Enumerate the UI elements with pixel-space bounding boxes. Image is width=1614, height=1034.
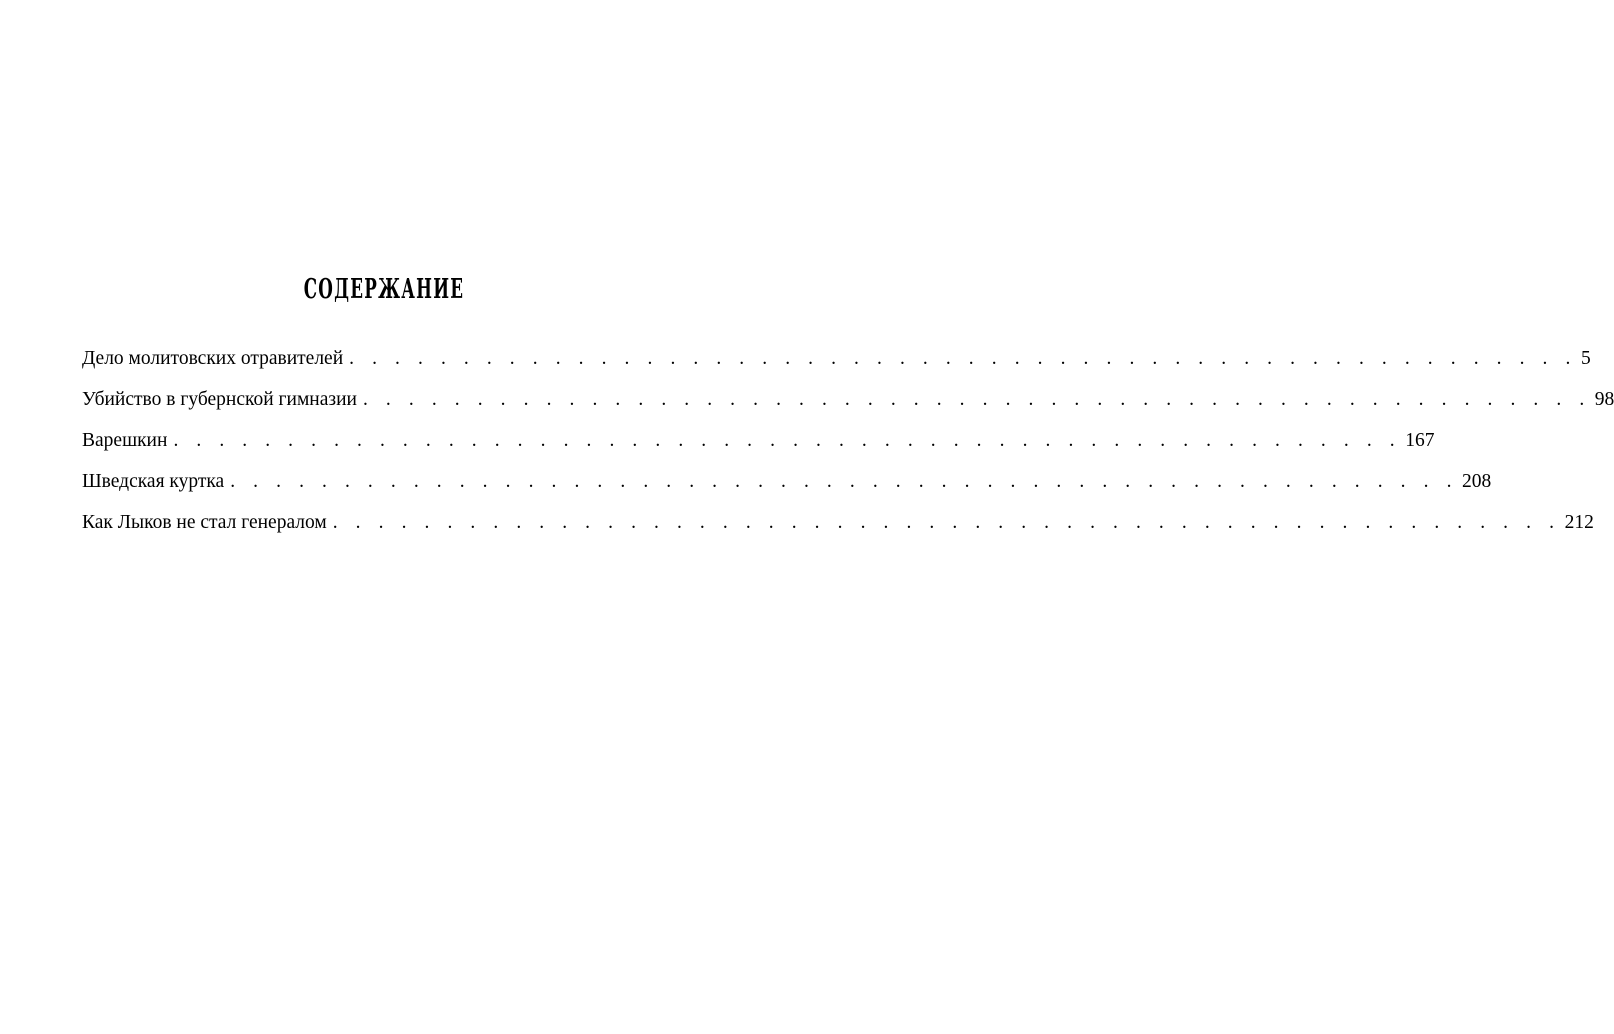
toc-entry[interactable] <box>82 505 1594 546</box>
dot-leader: . . . . . . . . . . . . . . . . . . . . . . . . . . . . . . . . . . . . . . . . . . . . . . . . . . . . . . <box>349 348 1577 369</box>
dot-leader: . . . . . . . . . . . . . . . . . . . . . . . . . . . . . . . . . . . . . . . . . . . . . . . . . . . . . . <box>362 389 1591 410</box>
toc-entry-title: Дело молитовских отравителей <box>82 348 344 369</box>
toc-page-number: 212 <box>1564 512 1594 533</box>
toc-entry-title: Шведская куртка <box>82 471 225 492</box>
toc-page-number: 98 <box>1594 389 1614 410</box>
toc-entry-title: Варешкин <box>82 430 168 451</box>
toc-entry-title: Убийство в губернской гимназии <box>82 389 357 410</box>
toc-list <box>82 341 1614 546</box>
toc-page-number: 208 <box>1462 471 1492 492</box>
dot-leader: . . . . . . . . . . . . . . . . . . . . . . . . . . . . . . . . . . . . . . . . . . . . . . . . . . . . . . <box>173 430 1402 451</box>
toc-entry-title: Как Лыков не стал генералом <box>82 512 327 533</box>
toc-page-number: 167 <box>1405 430 1435 451</box>
toc-entry[interactable] <box>82 382 1614 423</box>
toc-entry[interactable] <box>82 341 1591 382</box>
toc-entry[interactable] <box>82 464 1492 505</box>
toc-entry[interactable] <box>82 423 1435 464</box>
dot-leader: . . . . . . . . . . . . . . . . . . . . . . . . . . . . . . . . . . . . . . . . . . . . . . . . . . . . . . <box>332 512 1561 533</box>
dot-leader: . . . . . . . . . . . . . . . . . . . . . . . . . . . . . . . . . . . . . . . . . . . . . . . . . . . . . . <box>230 471 1459 492</box>
toc-page-number: 5 <box>1580 348 1591 369</box>
toc-heading: СОДЕРЖАНИЕ <box>303 274 465 305</box>
